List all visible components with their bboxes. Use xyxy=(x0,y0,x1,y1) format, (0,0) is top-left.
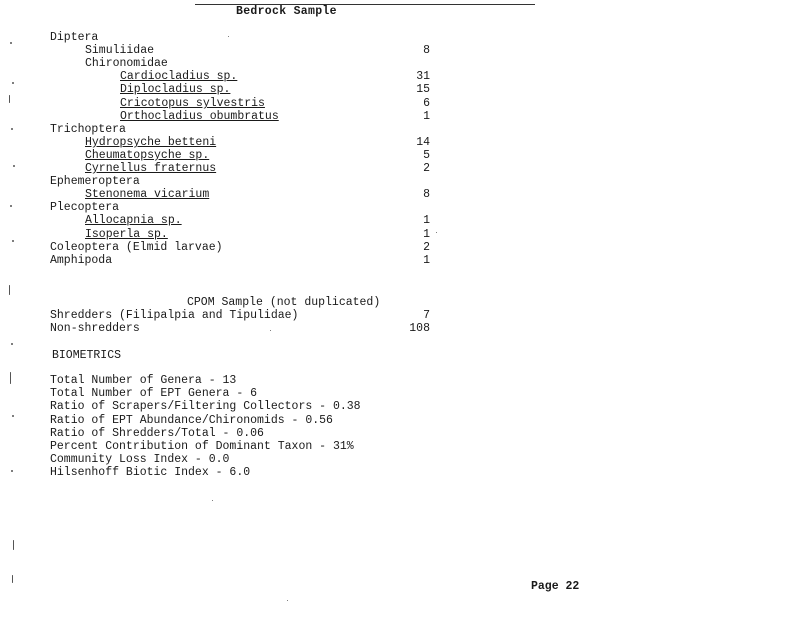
biometric-line: Community Loss Index - 0.0 xyxy=(50,453,230,466)
taxon-count: 1 xyxy=(423,228,430,241)
taxon-count: 15 xyxy=(416,83,430,96)
taxon-count: 6 xyxy=(423,97,430,110)
taxon-count: 1 xyxy=(423,110,430,123)
taxon-row xyxy=(0,70,440,83)
taxon-count: 8 xyxy=(423,188,430,201)
taxon-name: Orthocladius obumbratus xyxy=(120,110,279,123)
taxon-name: Trichoptera xyxy=(50,123,126,136)
taxon-row xyxy=(0,228,440,241)
taxon-row xyxy=(0,123,440,136)
cpom-row xyxy=(0,309,440,322)
biometric-line: Ratio of Shredders/Total - 0.06 xyxy=(50,427,264,440)
taxon-name: Stenonema vicarium xyxy=(85,188,210,201)
biometrics-heading: BIOMETRICS xyxy=(52,349,122,362)
taxon-row xyxy=(0,241,440,254)
page-number: Page 22 xyxy=(531,580,580,593)
taxon-name: Plecoptera xyxy=(50,201,120,214)
taxon-name: Diptera xyxy=(50,31,99,44)
cpom-row xyxy=(0,322,440,335)
taxon-row xyxy=(0,201,440,214)
taxon-name: Diplocladius sp. xyxy=(120,83,231,96)
taxon-name: Cyrnellus fraternus xyxy=(85,162,217,175)
cpom-count: 7 xyxy=(423,309,430,322)
taxon-row xyxy=(0,31,440,44)
taxon-row xyxy=(0,110,440,123)
biometric-line: Total Number of Genera - 13 xyxy=(50,374,237,387)
taxon-name: Allocapnia sp. xyxy=(85,214,182,227)
taxon-row xyxy=(0,57,440,70)
sample-title: Bedrock Sample xyxy=(236,5,337,18)
taxon-row xyxy=(0,175,440,188)
taxon-row xyxy=(0,136,440,149)
taxon-name: Hydropsyche betteni xyxy=(85,136,217,149)
cpom-count: 108 xyxy=(409,322,430,335)
biometric-line: Ratio of EPT Abundance/Chironomids - 0.56 xyxy=(50,414,333,427)
taxon-name: Ephemeroptera xyxy=(50,175,140,188)
taxon-row xyxy=(0,254,440,267)
biometric-line: Hilsenhoff Biotic Index - 6.0 xyxy=(50,466,251,479)
taxon-name: Coleoptera (Elmid larvae) xyxy=(50,241,223,254)
taxon-count: 1 xyxy=(423,254,430,267)
taxon-name: Simuliidae xyxy=(85,44,155,57)
taxon-row xyxy=(0,162,440,175)
taxon-row xyxy=(0,188,440,201)
cpom-name: Shredders (Filipalpia and Tipulidae) xyxy=(50,309,299,322)
biometric-line: Ratio of Scrapers/Filtering Collectors - 0.38 xyxy=(50,400,361,413)
taxon-count: 8 xyxy=(423,44,430,57)
taxon-count: 2 xyxy=(423,241,430,254)
cpom-name: Non-shredders xyxy=(50,322,140,335)
taxon-name: Cardiocladius sp. xyxy=(120,70,238,83)
biometric-line: Total Number of EPT Genera - 6 xyxy=(50,387,258,400)
taxon-name: Chironomidae xyxy=(85,57,168,70)
taxon-row xyxy=(0,44,440,57)
taxon-count: 31 xyxy=(416,70,430,83)
cpom-heading: CPOM Sample (not duplicated) xyxy=(187,296,381,309)
taxon-name: Cricotopus sylvestris xyxy=(120,97,265,110)
taxon-count: 1 xyxy=(423,214,430,227)
taxon-name: Isoperla sp. xyxy=(85,228,168,241)
taxon-count: 5 xyxy=(423,149,430,162)
taxon-row xyxy=(0,97,440,110)
taxon-row xyxy=(0,149,440,162)
taxon-row xyxy=(0,214,440,227)
taxon-count: 2 xyxy=(423,162,430,175)
taxon-name: Amphipoda xyxy=(50,254,113,267)
taxon-row xyxy=(0,83,440,96)
biometric-line: Percent Contribution of Dominant Taxon - 31% xyxy=(50,440,354,453)
taxon-name: Cheumatopsyche sp. xyxy=(85,149,210,162)
taxon-count: 14 xyxy=(416,136,430,149)
